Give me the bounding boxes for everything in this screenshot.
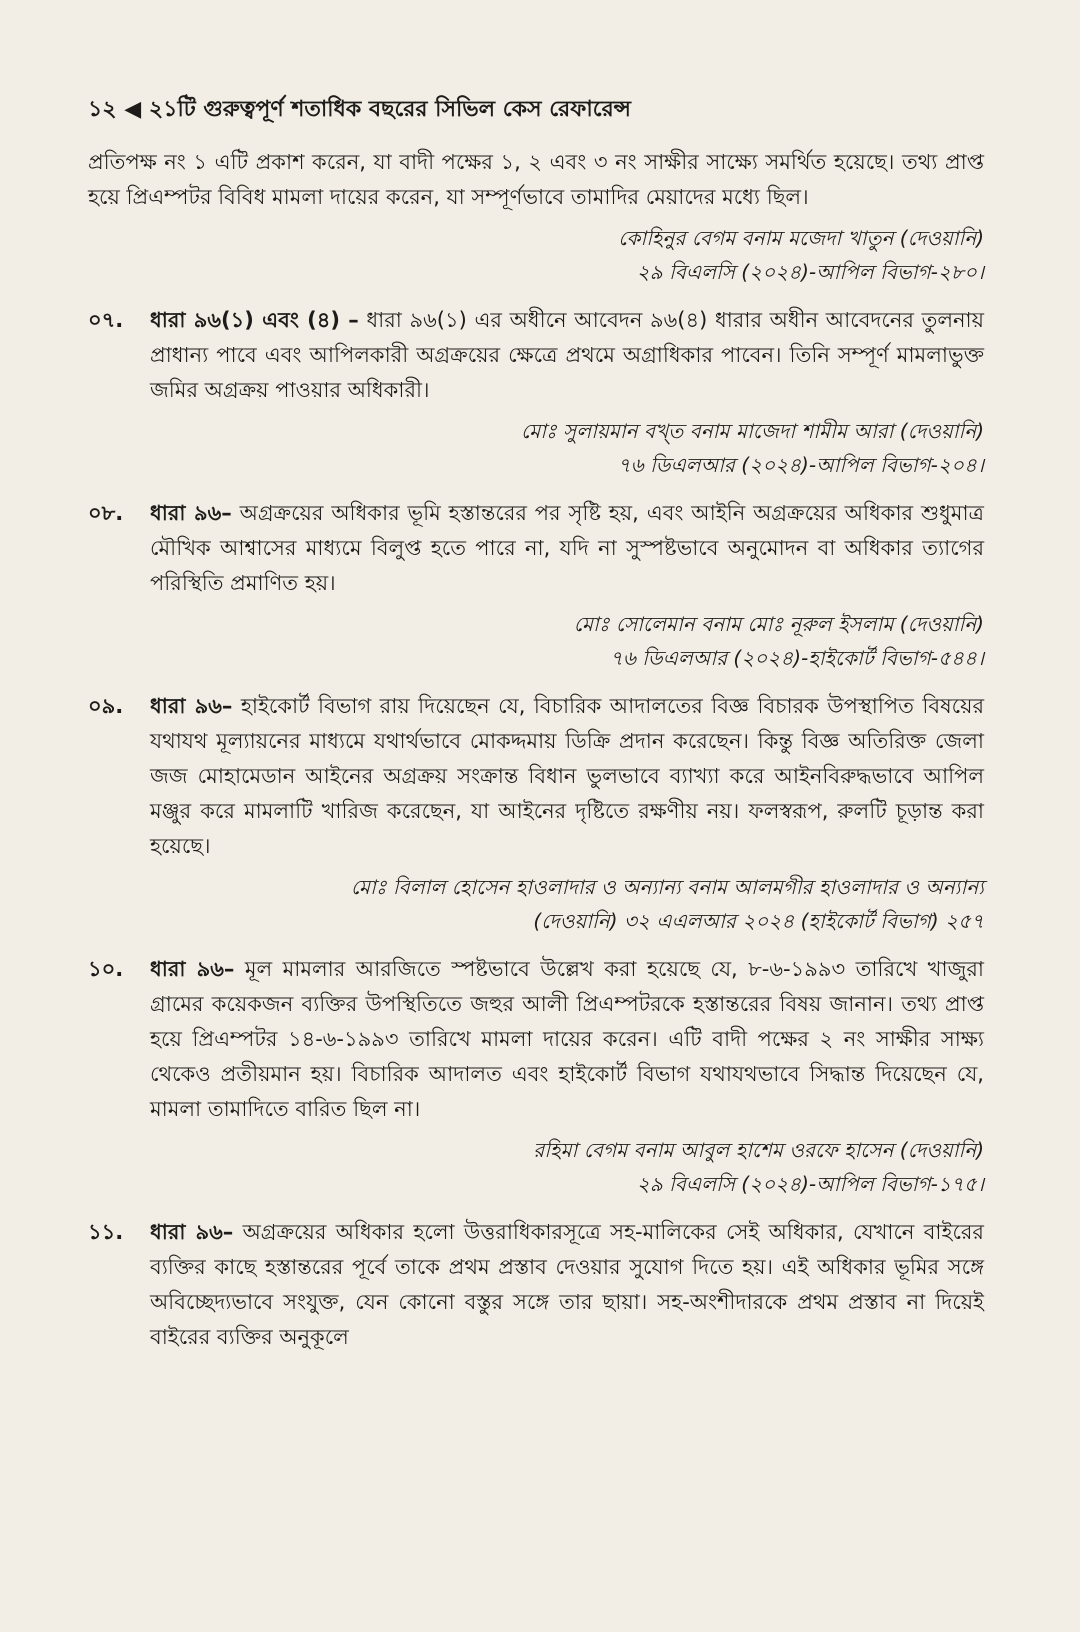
item-number: ১০. [88,957,124,981]
item-text [150,1215,984,1355]
arrow-marker-icon: ◀ [124,97,142,122]
page-number: ১২ [88,97,117,122]
section-label: ধারা ৯৬– [150,501,232,525]
case-reference: ৭৬ ডিএলআর (২০২৪)-হাইকোর্ট বিভাগ-৫৪৪। [609,646,984,670]
item-number: ০৮. [88,501,124,525]
case-reference: ২৯ বিএলসি (২০২৪)-আপিল বিভাগ-১৭৫। [636,1172,984,1196]
case-item [88,496,984,675]
item-body [150,1215,984,1355]
section-label: ধারা ৯৬(১) এবং (৪) – [150,308,359,332]
item-text [150,303,984,408]
case-citation: মোঃ সুলায়মান বখ্ত বনাম মাজেদা শামীম আরা (দেওয়ানি) [521,419,984,443]
item-number: ০৯. [88,694,124,718]
item-number: ১১. [88,1220,124,1244]
case-citation: রহিমা বেগম বনাম আবুল হাশেম ওরফে হাসেন (দেওয়ানি) [533,1138,984,1162]
item-number: ০৭. [88,308,124,332]
case-reference: (দেওয়ানি) ৩২ এএলআর ২০২৪ (হাইকোর্ট বিভাগ) ২৫৭ [533,909,984,933]
case-reference: ২৯ বিএলসি (২০২৪)-আপিল বিভাগ-২৮০। [636,260,984,284]
case-item [88,689,984,938]
book-page [88,92,984,1355]
case-citation: কোহিনুর বেগম বনাম মজেদা খাতুন (দেওয়ানি) [618,226,984,250]
section-label: ধারা ৯৬– [150,957,235,981]
case-item [88,303,984,482]
case-reference: ৭৬ ডিএলআর (২০২৪)-আপিল বিভাগ-২০৪। [617,453,984,477]
item-body [150,303,984,482]
intro-paragraph: প্রতিপক্ষ নং ১ এটি প্রকাশ করেন, যা বাদী পক্ষের ১, ২ এবং ৩ নং সাক্ষীর সাক্ষ্যে সমর্থিত হয়েছে। তথ্য প্রাপ্ত হয়ে প্রিএম্পটর বিবিধ মামলা দায়ের করেন, যা সম্পূর্ণভাবে তামাদির মেয়াদের মধ্যে ছিল। [88,150,984,209]
item-description: অগ্রক্রয়ের অধিকার হলো উত্তরাধিকারসূত্রে সহ-মালিকের সেই অধিকার, যেখানে বাইরের ব্যক্তির কাছে হস্তান্তরের পূর্বে তাকে প্রথম প্রস্তাব দেওয়ার সুযোগ দিতে হয়। এই অধিকার ভূমির সঙ্গে অবিচ্ছেদ্যভাবে সংযুক্ত, যেন কোনো বস্তুর সঙ্গে তার ছায়া। সহ-অংশীদারকে প্রথম প্রস্তাব না দিয়েই বাইরের ব্যক্তির অনুকূলে [150,1220,985,1349]
item-description: হাইকোর্ট বিভাগ রায় দিয়েছেন যে, বিচারিক আদালতের বিজ্ঞ বিচারক উপস্থাপিত বিষয়ের যথাযথ মূল্যায়নের মাধ্যমে যথার্থভাবে মোকদ্দমায় ডিক্রি প্রদান করেছেন। কিন্তু বিজ্ঞ অতিরিক্ত জেলা জজ মোহামেডান আইনের অগ্রক্রয় সংক্রান্ত বিধান ভুলভাবে ব্যাখ্যা করে আইনবিরুদ্ধভাবে আপিল মঞ্জুর করে মামলাটি খারিজ করেছেন, যা আইনের দৃষ্টিতে রক্ষণীয় নয়। ফলস্বরূপ, রুলটি চূড়ান্ত করা হয়েছে। [150,694,985,858]
item-description: মূল মামলার আরজিতে স্পষ্টভাবে উল্লেখ করা হয়েছে যে, ৮-৬-১৯৯৩ তারিখে খাজুরা গ্রামের কয়েকজন ব্যক্তির উপস্থিতিতে জহুর আলী প্রিএম্পটরকে হস্তান্তরের বিষয় জানান। তথ্য প্রাপ্ত হয়ে প্রিএম্পটর ১৪-৬-১৯৯৩ তারিখে মামলা দায়ের করেন। এটি বাদী পক্ষের ২ নং সাক্ষীর সাক্ষ্য থেকেও প্রতীয়মান হয়। বিচারিক আদালত এবং হাইকোর্ট বিভাগ যথাযথভাবে সিদ্ধান্ত দিয়েছেন যে, মামলা তামাদিতে বারিত ছিল না। [150,957,984,1121]
case-item [88,1215,984,1355]
case-item [88,952,984,1201]
case-citation: মোঃ বিলাল হোসেন হাওলাদার ও অন্যান্য বনাম আলমগীর হাওলাদার ও অন্যান্য [350,875,984,899]
item-body [150,952,984,1201]
item-text [150,496,984,601]
item-body [150,496,984,675]
item-description: অগ্রক্রয়ের অধিকার ভূমি হস্তান্তরের পর সৃষ্টি হয়, এবং আইনি অগ্রক্রয়ের অধিকার শুধুমাত্র মৌখিক আশ্বাসের মাধ্যমে বিলুপ্ত হতে পারে না, যদি না সুস্পষ্টভাবে অনুমোদন বা অধিকার ত্যাগের পরিস্থিতি প্রমাণিত হয়। [150,501,984,595]
book-title: ২১টি গুরুত্বপূর্ণ শতাধিক বছরের সিভিল কেস রেফারেন্স [148,97,631,122]
case-citation: মোঃ সোলেমান বনাম মোঃ নূরুল ইসলাম (দেওয়ানি) [573,612,984,636]
running-header [88,92,984,129]
item-text [150,952,984,1127]
item-text [150,689,984,864]
section-label: ধারা ৯৬– [150,1220,234,1244]
section-label: ধারা ৯৬– [150,694,233,718]
item-description: ধারা ৯৬(১) এর অধীনে আবেদন ৯৬(৪) ধারার অধীন আবেদনের তুলনায় প্রাধান্য পাবে এবং আপিলকারী অগ্রক্রয়ের ক্ষেত্রে প্রথমে অগ্রাধিকার পাবেন। তিনি সম্পূর্ণ মামলাভুক্ত জমির অগ্রক্রয় পাওয়ার অধিকারী। [150,308,984,402]
item-body [150,689,984,938]
